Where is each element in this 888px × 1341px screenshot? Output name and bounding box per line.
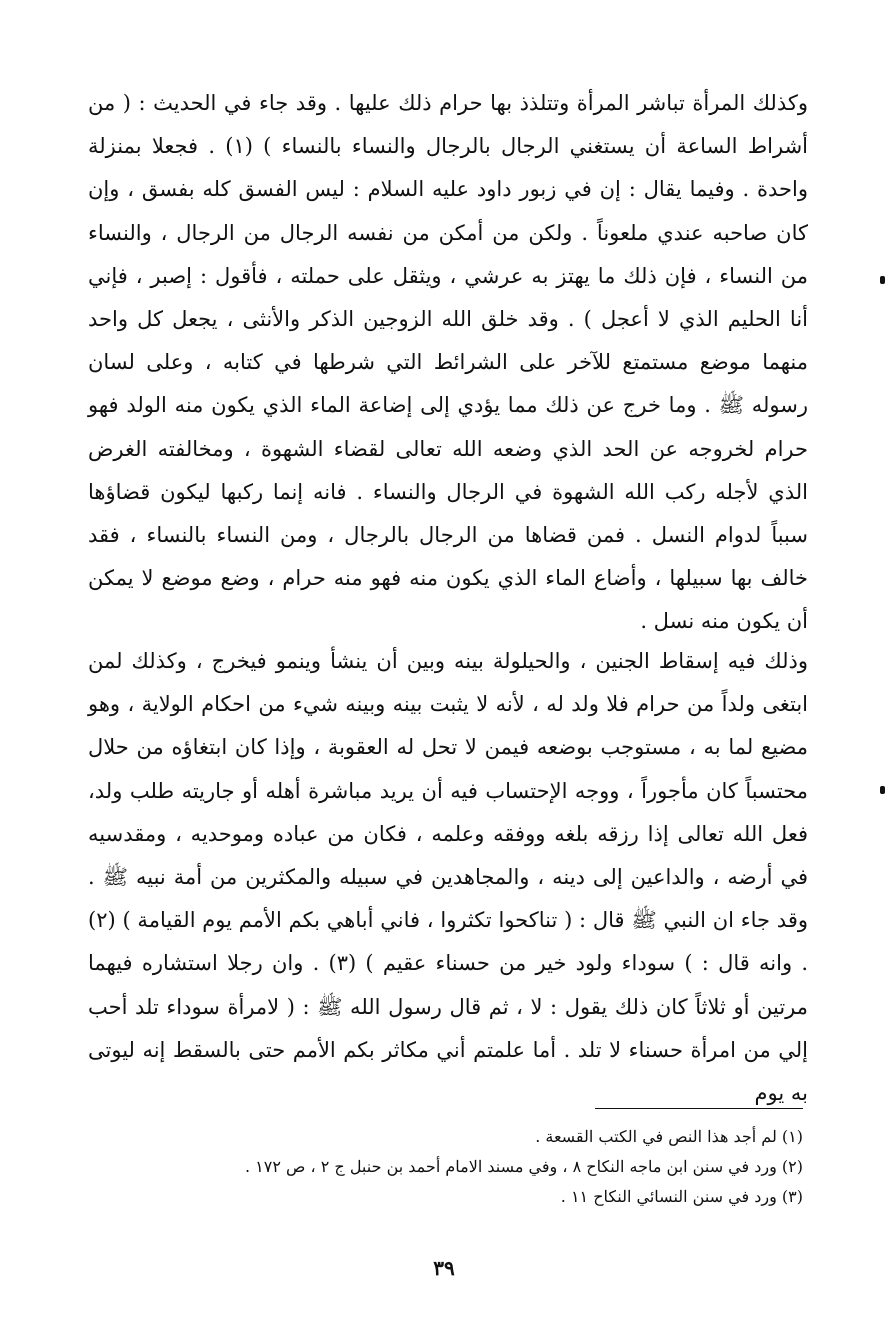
footnote-3: (٣) ورد في سنن النسائي النكاح ١١ .: [560, 1187, 803, 1206]
footnote-separator: [595, 1108, 803, 1109]
body-paragraph-1: وكذلك المرأة تباشر المرأة وتتلذذ بها حرام ذلك عليها . وقد جاء في الحديث : ( من أشراط الساعة أن يستغني الرجال بالرجال والنساء بالنساء ) (١) . فجعلا بمنزلة واحدة . وفيما يقال : إن في زبور داود عليه السلام : ليس الفسق كله بفسق ، وإن كان صاحبه عندي ملعوناً . ولكن من أمكن من نفسه الرجال من الرجال ، والنساء من النساء ، فإن ذلك ما يهتز به عرشي ، ويثقل على حملته ، فأقول : إصبر ، فإني أنا الحليم الذي لا أعجل ) . وقد خلق الله الزوجين الذكر والأنثى ، يجعل كل واحد منهما موضع مستمتع للآخر على الشرائط التي شرطها في كتابه ، وعلى لسان رسوله ﷺ . وما خرج عن ذلك مما يؤدي إلى إضاعة الماء الذي يكون منه الولد فهو حرام لخروجه عن الحد الذي وضعه الله تعالى لقضاء الشهوة ، ومخالفته الغرض الذي لأجله ركب الله الشهوة في الرجال والنساء . فانه إنما ركبها ليكون قضاؤها سبباً لدوام النسل . فمن قضاها من الرجال بالرجال ، ومن النساء بالنساء ، فقد خالف بها سبيلها ، وأضاع الماء الذي يكون منه فهو منه حرام ، وضع موضع لا يمكن أن يكون منه نسل .: [88, 91, 808, 634]
footnote-2: (٢) ورد في سنن ابن ماجه النكاح ٨ ، وفي مسند الامام أحمد بن حنبل ج ٢ ، ص ١٧٢ .: [245, 1157, 803, 1176]
body-paragraph-2: وذلك فيه إسقاط الجنين ، والحيلولة بينه وبين أن ينشأ وينمو فيخرج ، وكذلك لمن ابتغى ولداً من حرام فلا ولد له ، لأنه لا يثبت بينه وبينه شيء من احكام الولاية ، وهو مضيع لما به ، مستوجب بوضعه فيمن لا تحل له العقوبة ، وإذا كان ابتغاؤه من حلال محتسباً كان مأجوراً ، ووجه الإحتساب فيه أن يريد مباشرة أهله أو جاريته طلب ولد، فعل الله تعالى إذا رزقه بلغه ووفقه وعلمه ، فكان من عباده وموحديه ، ومقدسيه في أرضه ، والداعين إلى دينه ، والمجاهدين في سبيله والمكثرين من أمة نبيه ﷺ . وقد جاء ان النبي ﷺ قال : ( تناكحوا تكثروا ، فاني أباهي بكم الأمم يوم القيامة ) (٢) . وانه قال : ) سوداء ولود خير من حسناء عقيم ) (٣) . وان رجلا استشاره فيهما مرتين أو ثلاثاً كان ذلك يقول : لا ، ثم قال رسول الله ﷺ : ( لامرأة سوداء تلد أحب إلي من امرأة حسناء لا تلد . أما علمتم أني مكاثر بكم الأمم حتى بالسقط إنه ليوتى به يوم: [88, 649, 808, 1106]
footnote-1: (١) لم أجد هذا النص في الكتب القسعة .: [535, 1127, 803, 1146]
footnotes: [90, 1122, 803, 1212]
page-number: ٣٩: [433, 1256, 455, 1280]
margin-mark: [880, 276, 885, 284]
margin-mark: [880, 786, 885, 794]
